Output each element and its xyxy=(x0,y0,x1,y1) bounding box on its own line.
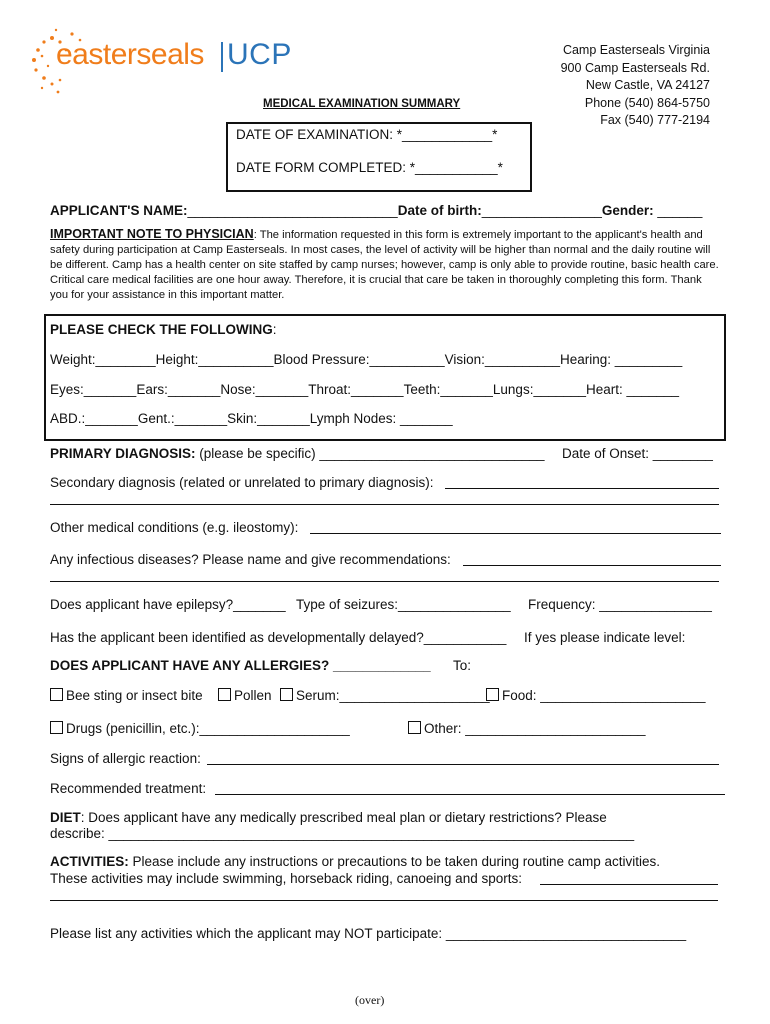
food-checkbox[interactable] xyxy=(486,688,499,701)
date-of-examination-field[interactable]: DATE OF EXAMINATION: *____________* xyxy=(236,127,498,142)
bee-sting-label: Bee sting or insect bite xyxy=(66,688,203,703)
camp-address xyxy=(561,42,710,130)
address-line: New Castle, VA 24127 xyxy=(585,78,710,92)
logo-wordmark: easterseals xyxy=(56,38,204,71)
check-row-exam xyxy=(50,382,679,397)
check-heading-colon: : xyxy=(272,322,277,337)
nose-field[interactable]: Nose:_______ xyxy=(220,382,309,397)
address-fax: Fax (540) 777-2194 xyxy=(600,113,710,127)
allergic-signs-line[interactable] xyxy=(207,764,719,765)
heart-field[interactable]: Heart: _______ xyxy=(586,382,680,397)
allergy-row-1 xyxy=(50,688,203,703)
teeth-field[interactable]: Teeth:_______ xyxy=(403,382,493,397)
check-heading-text: PLEASE CHECK THE FOLLOWING xyxy=(50,322,273,337)
date-form-completed-field[interactable]: DATE FORM COMPLETED: *___________* xyxy=(236,160,503,175)
serum-option xyxy=(280,688,490,703)
abd-field[interactable]: ABD.:_______ xyxy=(50,411,138,426)
other-conditions-line[interactable] xyxy=(310,533,721,534)
recommended-treatment-line[interactable] xyxy=(215,794,725,795)
infectious-line-2[interactable] xyxy=(50,581,719,582)
diet-line-1 xyxy=(50,810,607,825)
allergies-field[interactable]: DOES APPLICANT HAVE ANY ALLERGIES? _____________ xyxy=(50,658,431,673)
address-line: 900 Camp Easterseals Rd. xyxy=(560,60,710,75)
page-footer: (over) xyxy=(355,993,385,1007)
activities-line[interactable] xyxy=(540,884,718,885)
ears-field[interactable]: Ears:_______ xyxy=(136,382,221,397)
date-of-onset-field[interactable]: Date of Onset: ________ xyxy=(562,446,713,461)
dob-label: Date of birth: xyxy=(397,203,482,218)
allergic-signs-label: Signs of allergic reaction: xyxy=(50,751,201,766)
hearing-field[interactable]: Hearing: _________ xyxy=(559,352,683,367)
weight-field[interactable]: Weight:________ xyxy=(50,352,156,367)
secondary-diagnosis-line-2[interactable] xyxy=(50,504,719,505)
other-allergy-field[interactable]: Other: ________________________ xyxy=(424,721,646,736)
throat-field[interactable]: Throat:_______ xyxy=(308,382,404,397)
check-heading xyxy=(50,322,277,337)
activities-label: ACTIVITIES: xyxy=(50,854,129,869)
vision-field[interactable]: Vision:__________ xyxy=(444,352,560,367)
activities-line-2: These activities may include swimming, horseback riding, canoeing and sports: xyxy=(50,871,522,886)
infectious-line[interactable] xyxy=(463,565,721,566)
seizure-type-field[interactable]: Type of seizures:_______________ xyxy=(296,597,511,612)
address-line: Camp Easterseals Virginia xyxy=(562,43,710,57)
applicant-name-label: APPLICANT'S NAME: xyxy=(50,203,188,218)
allergies-to-label: To: xyxy=(453,658,472,673)
other-allergy-checkbox[interactable] xyxy=(408,721,421,734)
applicant-row xyxy=(50,203,702,218)
diet-label: DIET xyxy=(50,810,81,825)
drugs-field[interactable]: Drugs (penicillin, etc.):____________________ xyxy=(66,721,350,736)
drugs-checkbox[interactable] xyxy=(50,721,63,734)
diet-question: : Does applicant have any medically prescribed meal plan or dietary restrictions? Please xyxy=(80,810,607,825)
gender-field[interactable]: ______ xyxy=(657,203,703,218)
physician-note-lead: IMPORTANT NOTE TO PHYSICIAN xyxy=(50,227,254,241)
applicant-name-field[interactable]: ____________________________ xyxy=(187,203,398,218)
drugs-option xyxy=(50,721,350,736)
lungs-field[interactable]: Lungs:_______ xyxy=(492,382,586,397)
height-field[interactable]: Height:__________ xyxy=(155,352,274,367)
frequency-field[interactable]: Frequency: _______________ xyxy=(528,597,712,612)
recommended-treatment-label: Recommended treatment: xyxy=(50,781,207,796)
address-phone: Phone (540) 864-5750 xyxy=(584,95,710,110)
eyes-field[interactable]: Eyes:_______ xyxy=(50,382,137,397)
form-title: MEDICAL EXAMINATION SUMMARY xyxy=(263,98,461,110)
food-option xyxy=(486,688,705,703)
lymph-nodes-field[interactable]: Lymph Nodes: _______ xyxy=(309,411,453,426)
logo-ucp: UCP xyxy=(227,38,292,71)
physician-note xyxy=(50,227,720,303)
other-conditions-label: Other medical conditions (e.g. ileostomy): xyxy=(50,520,299,535)
pollen-checkbox[interactable] xyxy=(218,688,231,701)
primary-diagnosis-field[interactable]: (please be specific) ______________________________ xyxy=(195,446,545,461)
check-row-vitals xyxy=(50,352,682,367)
pollen-option xyxy=(218,688,272,703)
pollen-label: Pollen xyxy=(234,688,272,703)
not-participate-field[interactable]: Please list any activities which the applicant may NOT participate: ________________________________ xyxy=(50,926,687,941)
activities-instructions: Please include any instructions or precautions to be taken during routine camp activities. xyxy=(128,854,661,869)
food-field[interactable]: Food: ______________________ xyxy=(502,688,706,703)
check-row-body xyxy=(50,411,453,426)
dob-field[interactable]: ________________ xyxy=(481,203,602,218)
skin-field[interactable]: Skin:_______ xyxy=(227,411,310,426)
logo-divider xyxy=(221,42,223,72)
activities-line-2-blank[interactable] xyxy=(50,900,718,901)
activities-line-1 xyxy=(50,854,660,869)
blood-pressure-field[interactable]: Blood Pressure:__________ xyxy=(273,352,445,367)
serum-checkbox[interactable] xyxy=(280,688,293,701)
secondary-diagnosis-label: Secondary diagnosis (related or unrelated to primary diagnosis): xyxy=(50,475,434,490)
other-allergy-option xyxy=(408,721,645,736)
epilepsy-field[interactable]: Does applicant have epilepsy?_______ xyxy=(50,597,286,612)
diet-describe-field[interactable]: describe: ______________________________________________________________________ xyxy=(50,826,635,841)
bee-sting-checkbox[interactable] xyxy=(50,688,63,701)
secondary-diagnosis-line[interactable] xyxy=(445,488,719,489)
infectious-label: Any infectious diseases? Please name and give recommendations: xyxy=(50,552,451,567)
gent-field[interactable]: Gent.:_______ xyxy=(137,411,228,426)
serum-field[interactable]: Serum:____________________ xyxy=(296,688,490,703)
primary-diagnosis-row xyxy=(50,446,545,461)
primary-diagnosis-label: PRIMARY DIAGNOSIS: xyxy=(50,446,196,461)
developmental-level-label: If yes please indicate level: xyxy=(524,630,686,645)
physician-note-text: : The information requested in this form is extremely important to the applicant's health and safety during participation at Camp Easterseals. In most cases, the level of activity will be higher than normal and the daily routine will be different. Camp has a health center on site staffed by camp nurses; however, camp is only able to provide routine, basic health care. Critical care medical facilities are one hour away. Therefore, it is crucial that care be taken in thoroughly completing this form. Thank you for your assistance in this important matter. xyxy=(50,229,719,301)
gender-label: Gender: xyxy=(601,203,654,218)
developmental-field[interactable]: Has the applicant been identified as developmentally delayed?___________ xyxy=(50,630,507,645)
